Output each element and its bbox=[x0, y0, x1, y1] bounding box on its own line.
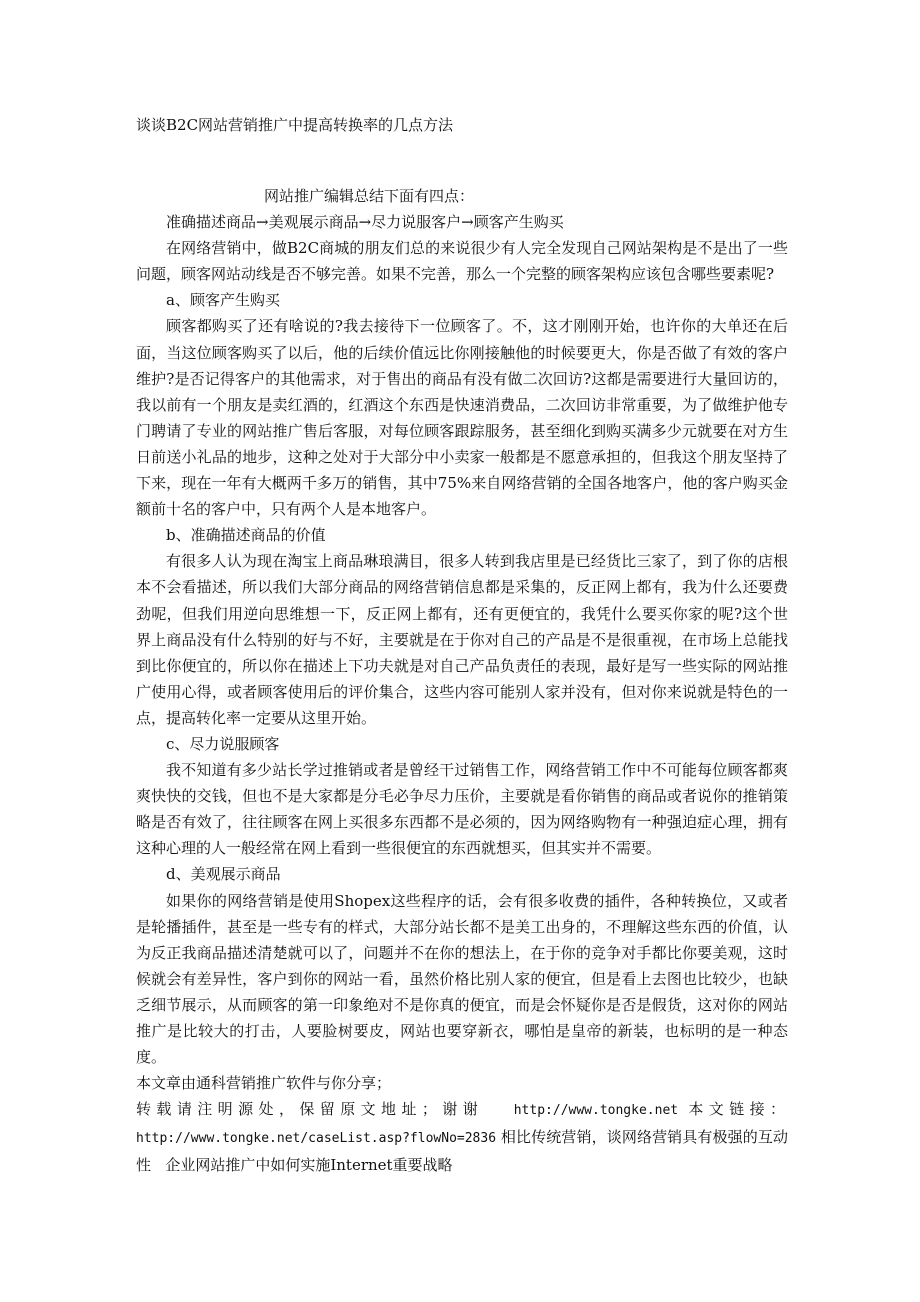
article-link[interactable]: http://www.tongke.net/caseList.asp?flowNo=2836 bbox=[136, 1131, 497, 1147]
section-b-body: 有很多人认为现在淘宝上商品琳琅满目，很多人转到我店里是已经货比三家了，到了你的店根本不会看描述，所以我们大部分商品的网络营销信息都是采集的，反正网上都有，我为什么还要费劲呢，但我们用逆向思维想一下，反正网上都有，还有更便宜的，我凭什么要买你家的呢?这个世界上商品没有什么特别的好与不好，主要就是在于你对自己的产品是不是很重视，在市场上总能找到比你便宜的，所以你在描述上下功夫就是对自己产品负责任的表现，最好是写一些实际的网站推广使用心得，或者顾客使用后的评价集合，这些内容可能别人家并没有，但对你来说就是特色的一点，提高转化率一定要从这里开始。 bbox=[136, 552, 788, 727]
document-body bbox=[136, 183, 788, 1179]
repost-line bbox=[136, 1096, 788, 1124]
section-b-heading: b、准确描述商品的价值 bbox=[166, 526, 326, 545]
section-d-body: 如果你的网络营销是使用Shopex这些程序的话，会有很多收费的插件，各种转换位，又或者是轮播插件，甚至是一些专有的样式，大部分站长都不是美工出身的，不理解这些东西的价值，认为反正我商品描述清楚就可以了，问题并不在你的想法上，在于你的竞争对手都比你要美观，这时候就会有差异性，客户到你的网站一看，虽然价格比别人家的便宜，但是看上去图也比较少，也缺乏细节展示，从而顾客的第一印象绝对不是你真的便宜，而是会怀疑你是否是假货，这对你的网站推广是比较大的打击，人要脸树要皮，网站也要穿新衣，哪怕是皇帝的新装，也标明的是一种态度。 bbox=[136, 891, 788, 1067]
article-link-label: 本文链接： bbox=[688, 1100, 788, 1119]
section-d-heading: d、美观展示商品 bbox=[166, 865, 281, 884]
section-c-body: 我不知道有多少站长学过推销或者是曾经干过销售工作，网络营销工作中不可能每位顾客都爽爽快快的交钱，但也不是大家都是分毛必争尽力压价，主要就是看你销售的商品或者说你的推销策略是否有效了，往往顾客在网上买很多东西都不是必须的，因为网络购物有一种强迫症心理，拥有这种心理的人一般经常在网上看到一些很便宜的东西就想买，但其实并不需要。 bbox=[136, 761, 788, 858]
section-a-heading: a、顾客产生购买 bbox=[166, 291, 280, 310]
links-line bbox=[136, 1124, 788, 1178]
paragraph-intro: 在网络营销中，做B2C商城的朋友们总的来说很少有人完全发现自己网站架构是不是出了一些问题，顾客网站动线是否不够完善。如果不完善，那么一个完整的顾客架构应该包含哪些要素呢? bbox=[136, 239, 788, 284]
flow-line: 准确描述商品→美观展示商品→尽力说服客户→顾客产生购买 bbox=[166, 213, 564, 232]
intro-line: 网站推广编辑总结下面有四点： bbox=[264, 187, 475, 205]
related-link-1[interactable]: 相比传统营销，谈网络营销具有极强的互动性 bbox=[136, 1128, 788, 1175]
section-c-heading: c、尽力说服顾客 bbox=[166, 734, 280, 753]
repost-text: 转载请注明源处，保留原文地址；谢谢 bbox=[136, 1100, 484, 1119]
credit-line: 本文章由通科营销推广软件与你分享； bbox=[136, 1074, 392, 1093]
document-title: 谈谈B2C网站营销推广中提高转换率的几点方法 bbox=[136, 116, 454, 134]
related-link-2[interactable]: 企业网站推广中如何实施Internet重要战略 bbox=[165, 1156, 453, 1175]
section-a-body: 顾客都购买了还有啥说的?我去接待下一位顾客了。不，这才刚刚开始，也许你的大单还在后面，当这位顾客购买了以后，他的后续价值远比你刚接触他的时候要更大，你是否做了有效的客户维护?是否记得客户的其他需求，对于售出的商品有没有做二次回访?这都是需要进行大量回访的，我以前有一个朋友是卖红酒的，红酒这个东西是快速消费品，二次回访非常重要，为了做维护他专门聘请了专业的网站推广售后客服，对每位顾客跟踪服务，甚至细化到购买满多少元就要在对方生日前送小礼品的地步，这种之处对于大部分中小卖家一般都是不愿意承担的，但我这个朋友坚持了下来，现在一年有大概两千多万的销售，其中75%来自网络营销的全国各地客户，他的客户购买金额前十名的客户中，只有两个人是本地客户。 bbox=[136, 317, 788, 519]
site-link[interactable]: http://www.tongke.net bbox=[513, 1103, 679, 1119]
